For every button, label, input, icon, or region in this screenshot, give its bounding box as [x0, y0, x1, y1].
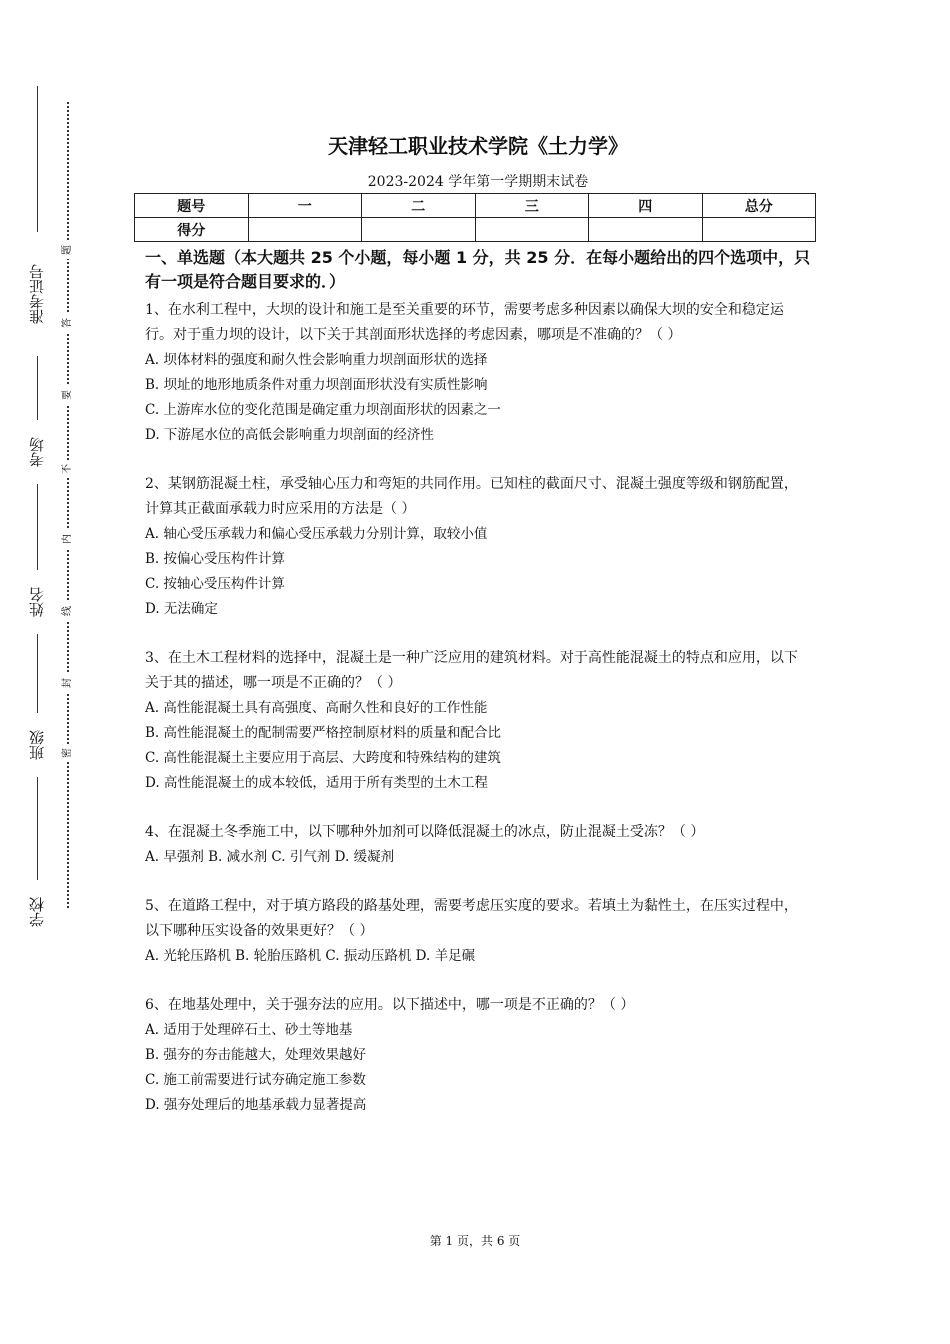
- exam-content: [145, 246, 811, 1142]
- exam-room-label: 考场: [22, 420, 52, 484]
- score-header-cell: 四: [589, 194, 703, 218]
- question-option: D. 无法确定: [145, 601, 218, 617]
- seal-char: 封: [61, 674, 75, 692]
- question-stem: 6、在地基处理中，关于强夯法的应用。以下描述中，哪一项是不正确的？（ ）: [145, 997, 635, 1013]
- score-header-cell: 三: [475, 194, 589, 218]
- question-stem: 4、在混凝土冬季施工中，以下哪种外加剂可以降低混凝土的冰点，防止混凝土受冻？（ ）: [145, 824, 705, 840]
- seal-char: 密: [61, 744, 75, 762]
- question: [145, 993, 811, 1118]
- score-header-cell: 题号: [135, 194, 249, 218]
- question-option: C. 施工前需要进行试夯确定施工参数: [145, 1072, 366, 1088]
- question-option: A. 高性能混凝土具有高强度、高耐久性和良好的工作性能: [145, 700, 488, 716]
- school-label: 学校: [22, 880, 52, 944]
- class-label: 班级: [22, 713, 52, 777]
- question-option: A. 适用于处理碎石土、砂土等地基: [145, 1022, 353, 1038]
- question: [145, 646, 811, 796]
- question: [145, 298, 811, 448]
- question-stem: 2、某钢筋混凝土柱，承受轴心压力和弯矩的共同作用。已知柱的截面尺寸、混凝土强度等级和钢筋配置，计算其正截面承载力时应采用的方法是（ ）: [145, 476, 798, 517]
- question-option: B. 按偏心受压构件计算: [145, 551, 286, 567]
- binding-line: [37, 86, 38, 926]
- score-cell[interactable]: [589, 218, 703, 242]
- question-stem: 5、在道路工程中，对于填方路段的路基处理，需要考虑压实度的要求。若填土为黏性土，在压实过程中，以下哪种压实设备的效果更好？（ ）: [145, 898, 798, 939]
- exam-subtitle: 2023-2024 学年第一学期期末试卷: [367, 174, 589, 190]
- question: [145, 894, 811, 969]
- score-header-cell: 一: [248, 194, 362, 218]
- question-option: C. 高性能混凝土主要应用于高层、大跨度和特殊结构的建筑: [145, 750, 501, 766]
- question-option: D. 下游尾水位的高低会影响重力坝剖面的经济性: [145, 427, 434, 443]
- seal-char: 题: [61, 241, 75, 259]
- score-cell[interactable]: [362, 218, 476, 242]
- seal-char: 内: [61, 530, 75, 548]
- score-table-score-row: [135, 218, 816, 242]
- question-option: D. 高性能混凝土的成本较低，适用于所有类型的土木工程: [145, 775, 488, 791]
- score-header-cell: 二: [362, 194, 476, 218]
- exam-title: 天津轻工职业技术学院《土力学》: [328, 134, 628, 158]
- name-label: 姓名: [22, 570, 52, 634]
- score-table: [134, 193, 816, 242]
- seal-char: 线: [61, 602, 75, 620]
- question-option: C. 上游库水位的变化范围是确定重力坝剖面形状的因素之一: [145, 402, 501, 418]
- section-title: 一、单选题（本大题共 25 个小题，每小题 1 分，共 25 分．在每小题给出的四个选项中，只有一项是符合题目要求的．）: [145, 248, 811, 291]
- seal-char: 不: [61, 460, 75, 478]
- question-option: B. 强夯的夯击能越大，处理效果越好: [145, 1047, 367, 1063]
- question: [145, 820, 811, 870]
- score-table-header-row: [135, 194, 816, 218]
- question-option: C. 按轴心受压构件计算: [145, 576, 285, 592]
- question-option: B. 高性能混凝土的配制需要严格控制原材料的质量和配合比: [145, 725, 502, 741]
- question-option: B. 坝址的地形地质条件对重力坝剖面形状没有实质性影响: [145, 377, 488, 393]
- binding-margin: [0, 0, 100, 1344]
- question-option: A. 轴心受压承载力和偏心受压承载力分别计算，取较小值: [145, 526, 488, 542]
- page-footer: 第 1 页，共 6 页: [429, 1234, 521, 1248]
- question-stem: 1、在水利工程中，大坝的设计和施工是至关重要的环节，需要考虑多种因素以确保大坝的安全和稳定运行。对于重力坝的设计，以下关于其剖面形状选择的考虑因素，哪项是不准确的？（ ）: [145, 302, 784, 343]
- question: [145, 472, 811, 622]
- score-cell[interactable]: [475, 218, 589, 242]
- question-option: A. 坝体材料的强度和耐久性会影响重力坝剖面形状的选择: [145, 352, 488, 368]
- question-option: A. 光轮压路机 B. 轮胎压路机 C. 振动压路机 D. 羊足碾: [145, 948, 476, 964]
- seal-dotted-line: [67, 102, 69, 908]
- exam-number-label: 准考证号: [22, 232, 52, 356]
- seal-char: 答: [61, 314, 75, 332]
- score-cell[interactable]: [248, 218, 362, 242]
- score-row-label: 得分: [135, 218, 249, 242]
- seal-char: 要: [61, 386, 75, 404]
- score-header-cell: 总分: [702, 194, 816, 218]
- question-option: A. 早强剂 B. 减水剂 C. 引气剂 D. 缓凝剂: [145, 849, 395, 865]
- question-stem: 3、在土木工程材料的选择中，混凝土是一种广泛应用的建筑材料。对于高性能混凝土的特点和应用，以下关于其的描述，哪一项是不正确的？（ ）: [145, 650, 798, 691]
- question-option: D. 强夯处理后的地基承载力显著提高: [145, 1097, 367, 1113]
- score-cell[interactable]: [702, 218, 816, 242]
